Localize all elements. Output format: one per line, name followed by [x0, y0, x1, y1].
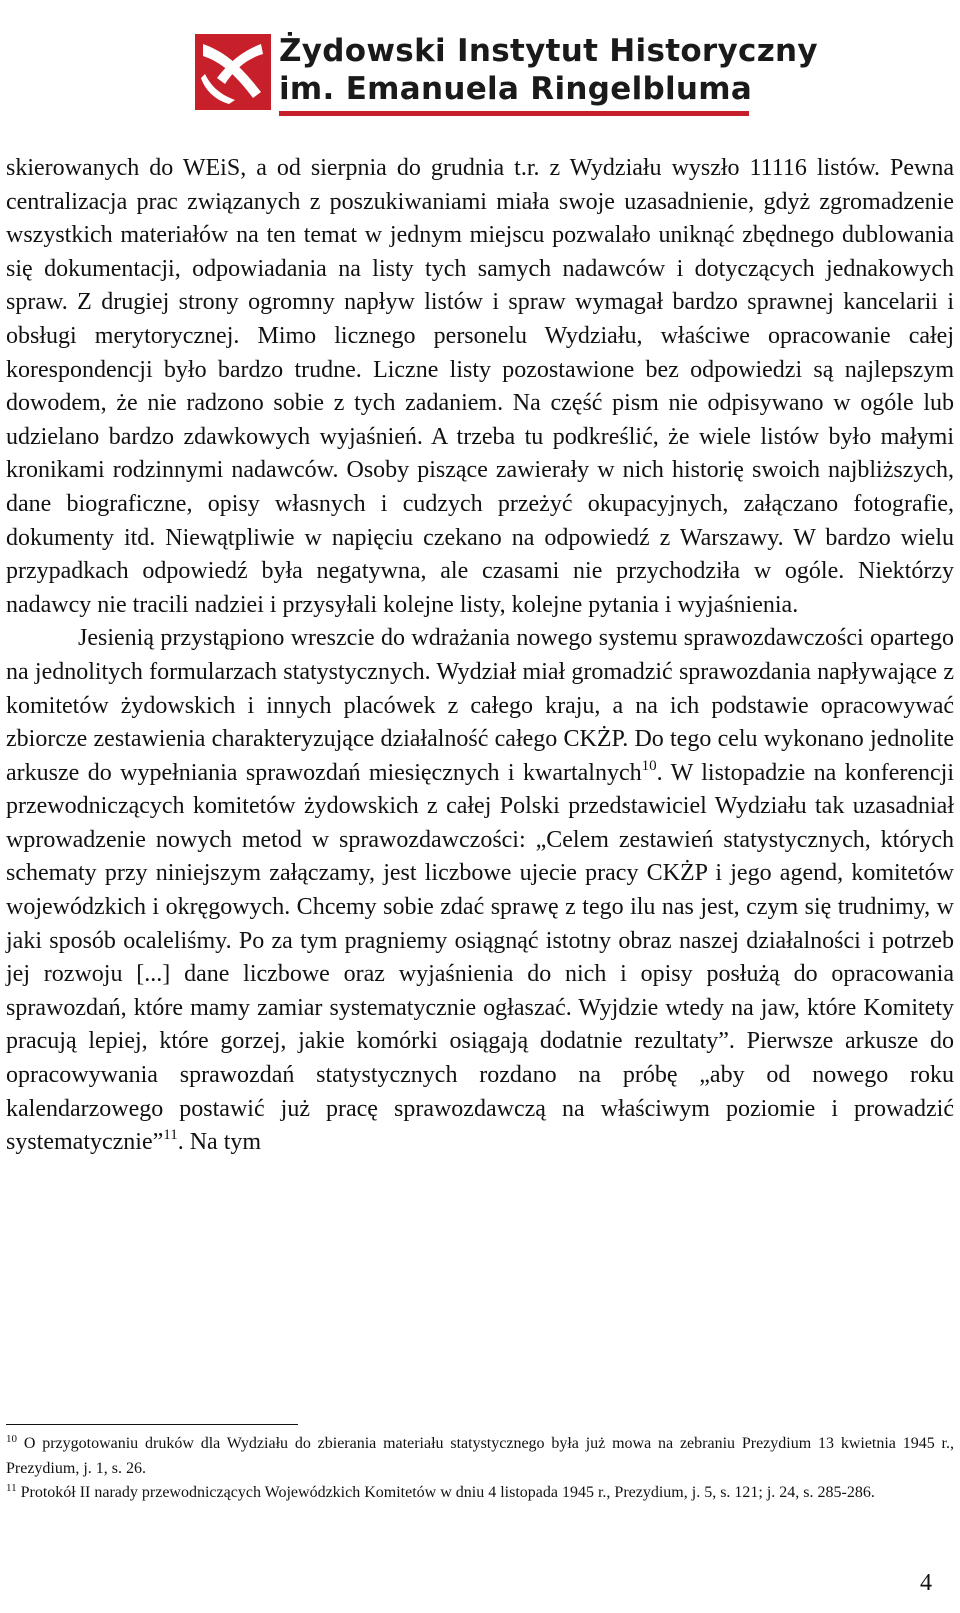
institute-name-line1: Żydowski Instytut Historyczny — [279, 33, 818, 69]
paragraph-1: skierowanych do WEiS, a od sierpnia do grudnia t.r. z Wydziału wyszło 11116 listów. Pewna centralizacja prac związanych z poszukiwaniami miała swoje uzasadnienie, gdyż zgromadzenie wszystkich materiałów na ten temat w jednym miejscu pozwalało uniknąć zbędnego dublowania się dokumentacji, odpowiadania na listy tych samych nadawców i dotyczących jednakowych spraw. Z drugiej strony ogromny napływ listów i spraw wymagał bardzo sprawnej kancelarii i obsługi merytorycznej. Mimo licznego personelu Wydziału, właściwe opracowanie całej korespondencji było bardzo trudne. Liczne listy pozostawione bez odpowiedzi są najlepszym dowodem, że nie radzono sobie z tych zadaniem. Na część pism nie odpisywano w ogóle lub udzielano bardzo zdawkowych wyjaśnień. A trzeba tu podkreślić, że wiele listów było małymi kronikami rodzinnymi nadawców. Osoby piszące zawierały w nich historię swoich najbliższych, dane biograficzne, opisy własnych i cudzych przeżyć okupacyjnych, załączano fotografie, dokumenty itd. Niewątpliwie w napięciu czekano na odpowiedź z Warszawy. W bardzo wielu przypadkach odpowiedź była negatywna, ale czasami nie przychodziła w ogóle. Niektórzy nadawcy nie tracili nadziei i przysyłali kolejne listy, kolejne pytania i wyjaśnienia. — [6, 155, 954, 618]
header-underline — [279, 111, 749, 116]
footnote-ref-11[interactable]: 11 — [163, 1127, 178, 1144]
footnote-text: Protokół II narady przewodniczących Wojewódzkich Komitetów w dniu 4 listopada 1945 r., Prezydium, j. 5, s. 121; j. 24, s. 285-286. — [16, 1484, 875, 1501]
paragraph-2 — [6, 622, 954, 1160]
footnote-10 — [6, 1432, 954, 1481]
footnote-ref-10[interactable]: 10 — [641, 757, 657, 774]
paragraph-2-part-c: . Na tym — [177, 1129, 262, 1156]
footnote-divider — [6, 1424, 298, 1425]
footnote-text: O przygotowaniu druków dla Wydziału do zbierania materiału statystycznego była już mowa na zebraniu Prezydium 13 kwietnia 1945 r., Prezydium, j. 1, s. 26. — [6, 1435, 954, 1477]
footnote-number: 11 — [6, 1482, 17, 1494]
paragraph-2-part-a: Jesienią przystąpiono wreszcie do wdrażania nowego systemu sprawozdawczości opartego na jednolitych formularzach statystycznych. Wydział miał gromadzić sprawozdania napływające z komitetów żydowskich i innych placówek z całego kraju, a na ich podstawie opracowywać zbiorcze zestawienia charakteryzujące działalność całego CKŻP. Do tego celu wykonano jednolite arkusze do wypełniania sprawozdań miesięcznych i kwartalnych — [6, 625, 954, 786]
page-number: 4 — [920, 1570, 932, 1596]
zih-logo-icon — [195, 34, 271, 110]
footnotes — [6, 1432, 954, 1506]
institute-header — [195, 30, 818, 115]
institute-name-line2: im. Emanuela Ringelbluma — [279, 71, 753, 107]
document-body — [6, 152, 954, 1160]
footnote-number: 10 — [6, 1433, 17, 1445]
institute-name — [279, 32, 818, 108]
footnote-11 — [6, 1481, 954, 1506]
paragraph-2-part-b: . W listopadzie na konferencji przewodniczących komitetów żydowskich z całej Polski przedstawiciel Wydziału tak uzasadniał wprowadzenie nowych metod w sprawozdawczości: „Celem zestawień statystycznych, których schematy przy niniejszym załączamy, jest liczbowe ujecie pracy CKŻP i jego agend, komitetów wojewódzkich i okręgowych. Chcemy sobie zdać sprawę z tego ilu nas jest, czym się trudnimy, w jaki sposób ocaleliśmy. Po za tym pragniemy osiągnąć istotny obraz naszej działalności i potrzeb jej rozwoju [...] dane liczbowe oraz wyjaśnienia do nich i opisy posłużą do opracowania sprawozdań, które mamy zamiar systematycznie ogłaszać. Wyjdzie wtedy na jaw, które Komitety pracują lepiej, które gorzej, jakie komórki osiągają dodatnie rezultaty”. Pierwsze arkusze do opracowywania sprawozdań statystycznych rozdano na próbę „aby od nowego roku kalendarzowego postawić już pracę sprawozdawczą na właściwym poziomie i prowadzić systematycznie” — [6, 759, 954, 1156]
